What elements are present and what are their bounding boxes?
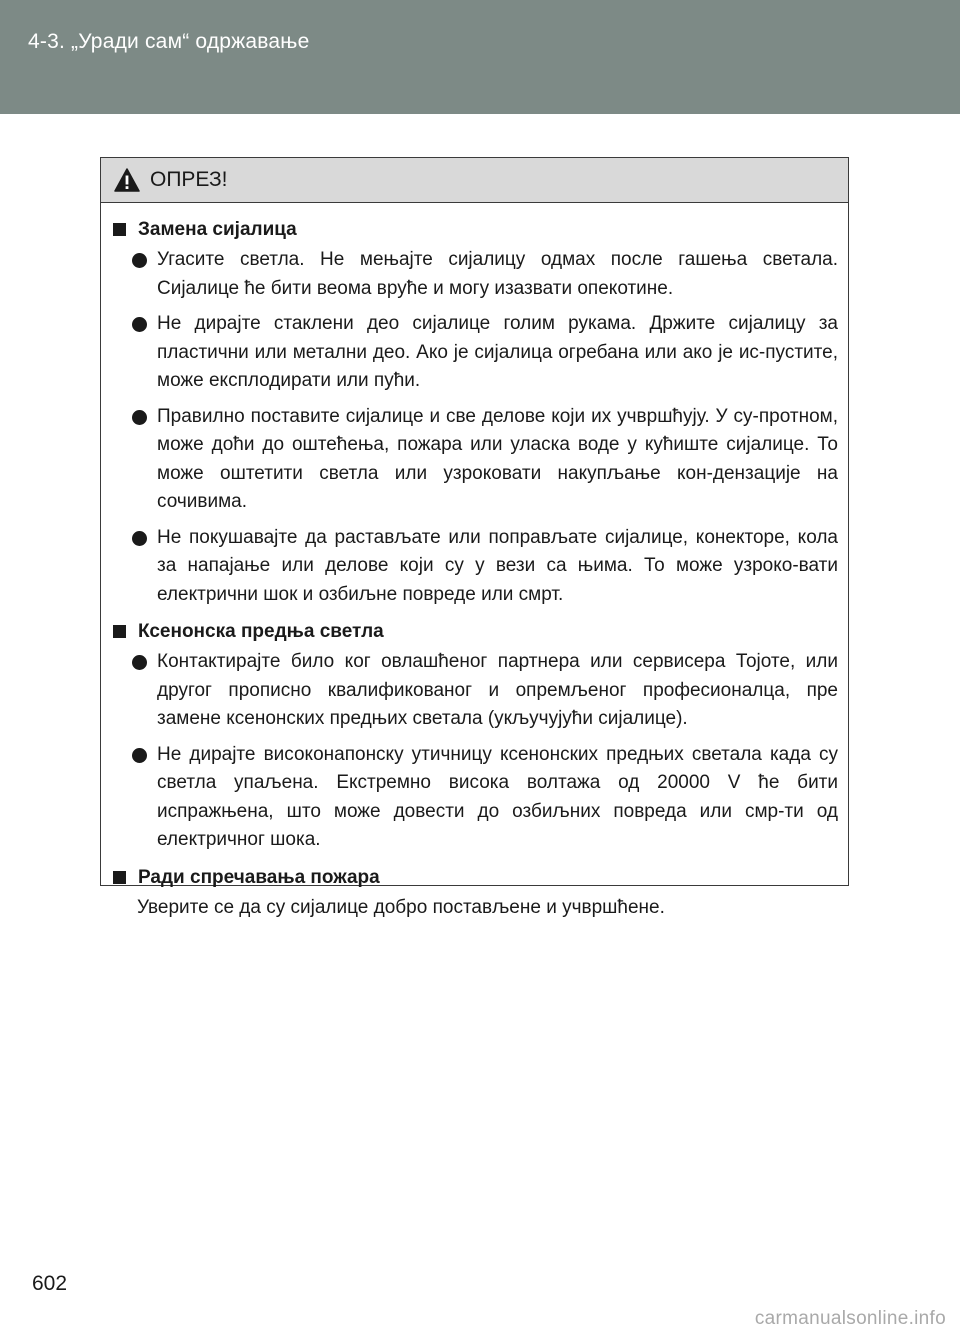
list-item-text: Не покушавајте да растављате или поправљате сијалице, конекторе, кола за напајање или делове који су у вези са њима. То може узроко-вати електрични шок и озбиљне повреде или смрт. xyxy=(157,526,838,605)
section-heading xyxy=(113,863,838,892)
list-item xyxy=(113,741,838,855)
section-heading-text: Ксенонска предња светла xyxy=(138,621,384,642)
list-item xyxy=(113,403,838,517)
warning-triangle-icon xyxy=(114,168,140,192)
list-item-text: Не дирајте високонапонску утичницу ксенонских предњих светала када су светла упаљена. Екстремно висока волтажа од 20000 V ће бити испражњена, што може довести до озбиљних повреда или смр-ти од електричног шока. xyxy=(157,743,838,850)
caution-box xyxy=(100,157,849,918)
list-item-text: Не дирајте стаклени део сијалице голим рукама. Држите сијалицу за пластични или метални део. Ако је сијалица огребана или ако је ис-пустите, може експлодирати или пући. xyxy=(157,313,838,391)
list-item xyxy=(113,648,838,734)
section-bulb-replacement xyxy=(113,215,838,609)
list-item-text: Угасите светла. Не мењајте сијалицу одмах после гашења светала. Сијалице ће бити веома вруће и могу изазвати опекотине. xyxy=(157,249,838,299)
section-fire-prevention xyxy=(113,863,838,923)
page-number: 602 xyxy=(32,1272,68,1295)
list-item xyxy=(113,524,838,610)
black-circle-bullet-icon xyxy=(132,253,147,268)
black-circle-bullet-icon xyxy=(132,655,147,670)
header-band xyxy=(0,0,960,114)
black-circle-bullet-icon xyxy=(132,531,147,546)
section-xenon-headlights xyxy=(113,617,838,855)
list-item xyxy=(113,310,838,396)
black-circle-bullet-icon xyxy=(132,748,147,763)
caution-header xyxy=(101,158,848,203)
black-square-icon xyxy=(113,223,126,236)
section-heading xyxy=(113,215,838,244)
list-item-text: Контактирајте било ког овлашћеног партнера или сервисера Тојоте, или другог прописно квалификованог и опремљеног професионалца, пре замене ксенонских предњих светала (укључујући сијалице). xyxy=(157,651,838,729)
list-item-text: Правилно поставите сијалице и све делове који их учвршћују. У су-протном, може доћи до оштећења, пожара или уласка воде у кућиште сијалице. То може оштетити светла или узроковати накупљање кон-дензације на сочивима. xyxy=(157,405,838,512)
section-heading-text: Ради спречавања пожара xyxy=(138,866,380,888)
black-square-icon xyxy=(113,625,126,638)
section-heading xyxy=(113,617,838,646)
caution-title: ОПРЕЗ! xyxy=(150,168,228,191)
list-item xyxy=(113,246,838,303)
section-heading-text: Замена сијалица xyxy=(138,219,297,240)
section-paragraph: Уверите се да су сијалице добро постављене и учвршћене. xyxy=(137,896,665,918)
black-circle-bullet-icon xyxy=(132,410,147,425)
watermark: carmanualsonline.info xyxy=(754,1308,946,1329)
caution-body xyxy=(101,203,848,922)
black-circle-bullet-icon xyxy=(132,317,147,332)
black-square-icon xyxy=(113,871,126,884)
section-title: 4-3. „Уради сам“ одржавање xyxy=(28,30,310,53)
